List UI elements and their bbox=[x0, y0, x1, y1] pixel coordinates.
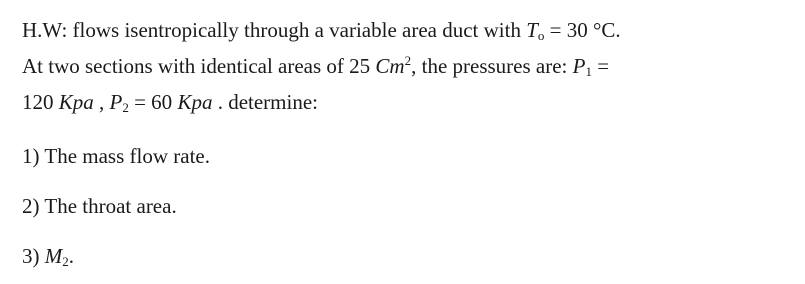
question-item-3 bbox=[22, 246, 74, 267]
statement-text-mid: , the pressures are: bbox=[411, 54, 573, 78]
question-item-2: 2) The throat area. bbox=[22, 194, 177, 218]
pressure-1-value: 120 bbox=[22, 90, 59, 114]
subscript-2: 2 bbox=[62, 254, 69, 269]
statement-text: H.W: flows isentropically through a variable area duct with bbox=[22, 18, 527, 42]
problem-statement-line-1 bbox=[22, 20, 621, 41]
determine-text: . determine: bbox=[212, 90, 318, 114]
subscript-1: 1 bbox=[585, 64, 592, 79]
pressure-2-value: = 60 bbox=[128, 90, 178, 114]
separator: , bbox=[93, 90, 110, 114]
temperature-value: = 30 °C. bbox=[544, 18, 621, 42]
var-temperature: T bbox=[526, 18, 538, 42]
problem-statement-line-3 bbox=[22, 92, 318, 113]
var-pressure-1: P bbox=[572, 54, 586, 78]
equals-sign: = bbox=[591, 54, 610, 78]
unit-kpa-1: Kpa bbox=[58, 90, 94, 114]
unit-cm: Cm bbox=[375, 54, 405, 78]
subscript-o: o bbox=[537, 28, 545, 43]
var-mach-2: M bbox=[44, 244, 63, 268]
statement-text: At two sections with identical areas of 25 bbox=[22, 54, 376, 78]
problem-statement-line-2 bbox=[22, 53, 610, 79]
question-item-1: 1) The mass flow rate. bbox=[22, 144, 210, 168]
subscript-2: 2 bbox=[122, 100, 129, 115]
superscript-2: 2 bbox=[404, 53, 412, 68]
unit-kpa-2: Kpa bbox=[177, 90, 213, 114]
item-suffix: . bbox=[68, 244, 74, 268]
var-pressure-2: P bbox=[109, 90, 123, 114]
item-prefix: 3) bbox=[22, 244, 45, 268]
